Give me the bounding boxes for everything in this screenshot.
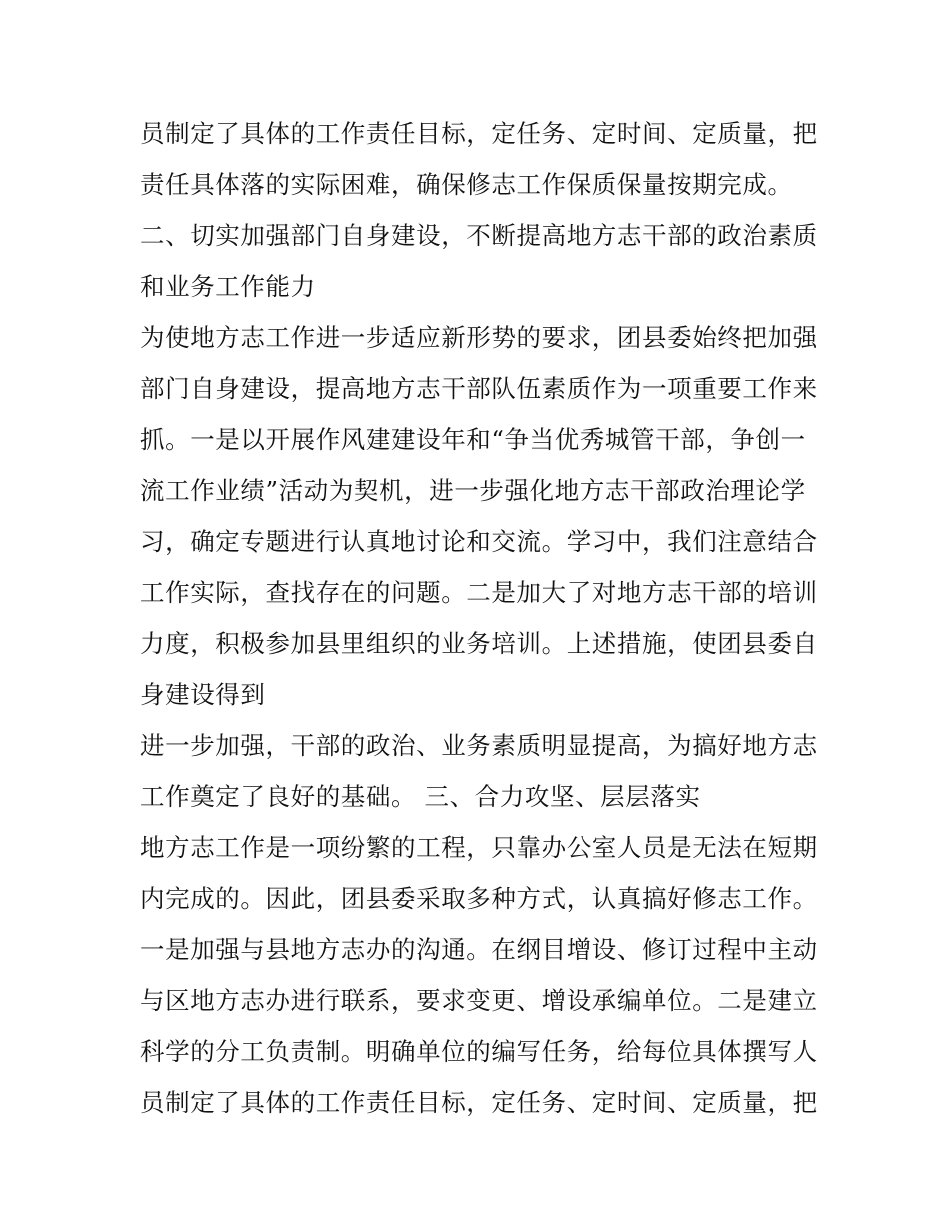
text-line: 工作实际，查找存在的问题。二是加大了对地方志干部的培训 [140,578,818,607]
text-line: 责任具体落的实际困难，确保修志工作保质保量按期完成。 [140,170,793,199]
section-heading: 和业务工作能力 [140,272,316,301]
text-line: 员制定了具体的工作责任目标，定任务、定时间、定质量，把 [140,1088,818,1117]
text-line: 为使地方志工作进一步适应新形势的要求，团县委始终把加强 [140,323,818,352]
text-line: 与区地方志办进行联系，要求变更、增设承编单位。二是建立 [140,986,818,1015]
text-line: 工作奠定了良好的基础。 三、合力攻坚、层层落实 [140,782,701,811]
text-line: 流工作业绩”活动为契机，进一步强化地方志干部政治理论学 [140,476,806,505]
text-line: 身建设得到 [140,680,266,709]
section-heading: 二、切实加强部门自身建设，不断提高地方志干部的政治素质 [140,221,818,250]
text-line: 地方志工作是一项纷繁的工程，只靠办公室人员是无法在短期 [140,833,818,862]
text-line: 部门自身建设，提高地方志干部队伍素质作为一项重要工作来 [140,374,818,403]
text-line: 习，确定专题进行认真地讨论和交流。学习中，我们注意结合 [140,527,818,556]
text-line: 科学的分工负责制。明确单位的编写任务，给每位具体撰写人 [140,1037,818,1066]
body-text [140,108,820,1128]
text-line: 一是加强与县地方志办的沟通。在纲目增设、修订过程中主动 [140,935,818,964]
text-line: 力度，积极参加县里组织的业务培训。上述措施，使团县委自 [140,629,818,658]
text-line: 抓。一是以开展作风建建设年和“争当优秀城管干部，争创一 [140,425,806,454]
text-line: 员制定了具体的工作责任目标，定任务、定时间、定质量，把 [140,119,818,148]
text-line: 进一步加强，干部的政治、业务素质明显提高，为搞好地方志 [140,731,818,760]
text-line: 内完成的。因此，团县委采取多种方式，认真搞好修志工作。 [140,884,818,913]
